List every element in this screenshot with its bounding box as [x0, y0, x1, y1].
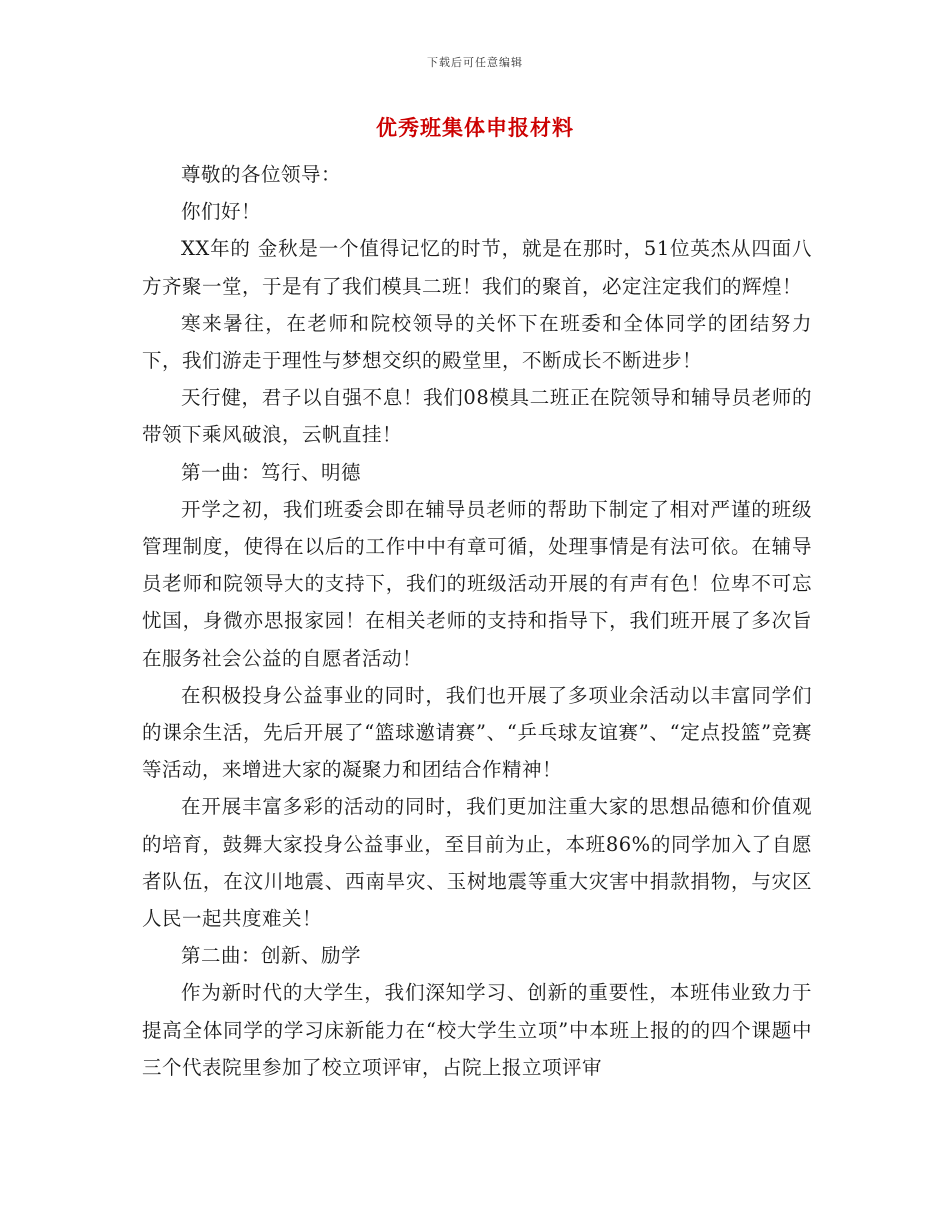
- document-title: 优秀班集体申报材料: [376, 115, 574, 140]
- document-body: [142, 156, 812, 1086]
- paragraph-intro: XX年的 金秋是一个值得记忆的时节，就是在那时，51位英杰从四面八方齐聚一堂，于是有了我们模具二班！我们的聚首，必定注定我们的辉煌！: [142, 237, 812, 298]
- paragraph-progress: 寒来暑往，在老师和院校领导的关怀下在班委和全体同学的团结努力下，我们游走于理性与梦想交织的殿堂里，不断成长不断进步！: [142, 311, 812, 373]
- header-note: 下载后可任意编辑: [427, 56, 523, 69]
- paragraph-activities: 在积极投身公益事业的同时，我们也开展了多项业余活动以丰富同学们的课余生活，先后开展了“篮球邀请赛”、“乒乓球友谊赛”、“定点投篮”竞赛等活动，来增进大家的凝聚力和团结合作精神！: [142, 683, 812, 782]
- section-heading-2: 第二曲：创新、励学: [181, 944, 362, 968]
- salutation: 尊敬的各位领导：: [181, 163, 342, 186]
- paragraph-motto: 天行健，君子以自强不息！我们08模具二班正在院领导和辅导员老师的带领下乘风破浪，云帆直挂！: [142, 386, 812, 447]
- paragraph-management: 开学之初，我们班委会即在辅导员老师的帮助下制定了相对严谨的班级管理制度，使得在以后的工作中中有章可循，处理事情是有法可依。在辅导员老师和院领导大的支持下，我们的班级活动开展的有声有色！位卑不可忘忧国，身微亦思报家园！在相关老师的支持和指导下，我们班开展了多次旨在服务社会公益的自愿者活动！: [142, 497, 812, 670]
- section-heading-1: 第一曲：笃行、明德: [181, 460, 362, 484]
- paragraph-values: 在开展丰富多彩的活动的同时，我们更加注重大家的思想品德和价值观的培育，鼓舞大家投身公益事业，至目前为止，本班86%的同学加入了自愿者队伍，在汶川地震、西南旱灾、玉树地震等重大灾害中捐款捐物，与灾区人民一起共度难关！: [142, 795, 812, 931]
- paragraph-innovation: 作为新时代的大学生，我们深知学习、创新的重要性，本班伟业致力于提高全体同学的学习床新能力在“校大学生立项”中本班上报的的四个课题中三个代表院里参加了校立项评审，占院上报立项评审: [142, 981, 812, 1079]
- greeting: 你们好！: [181, 200, 262, 224]
